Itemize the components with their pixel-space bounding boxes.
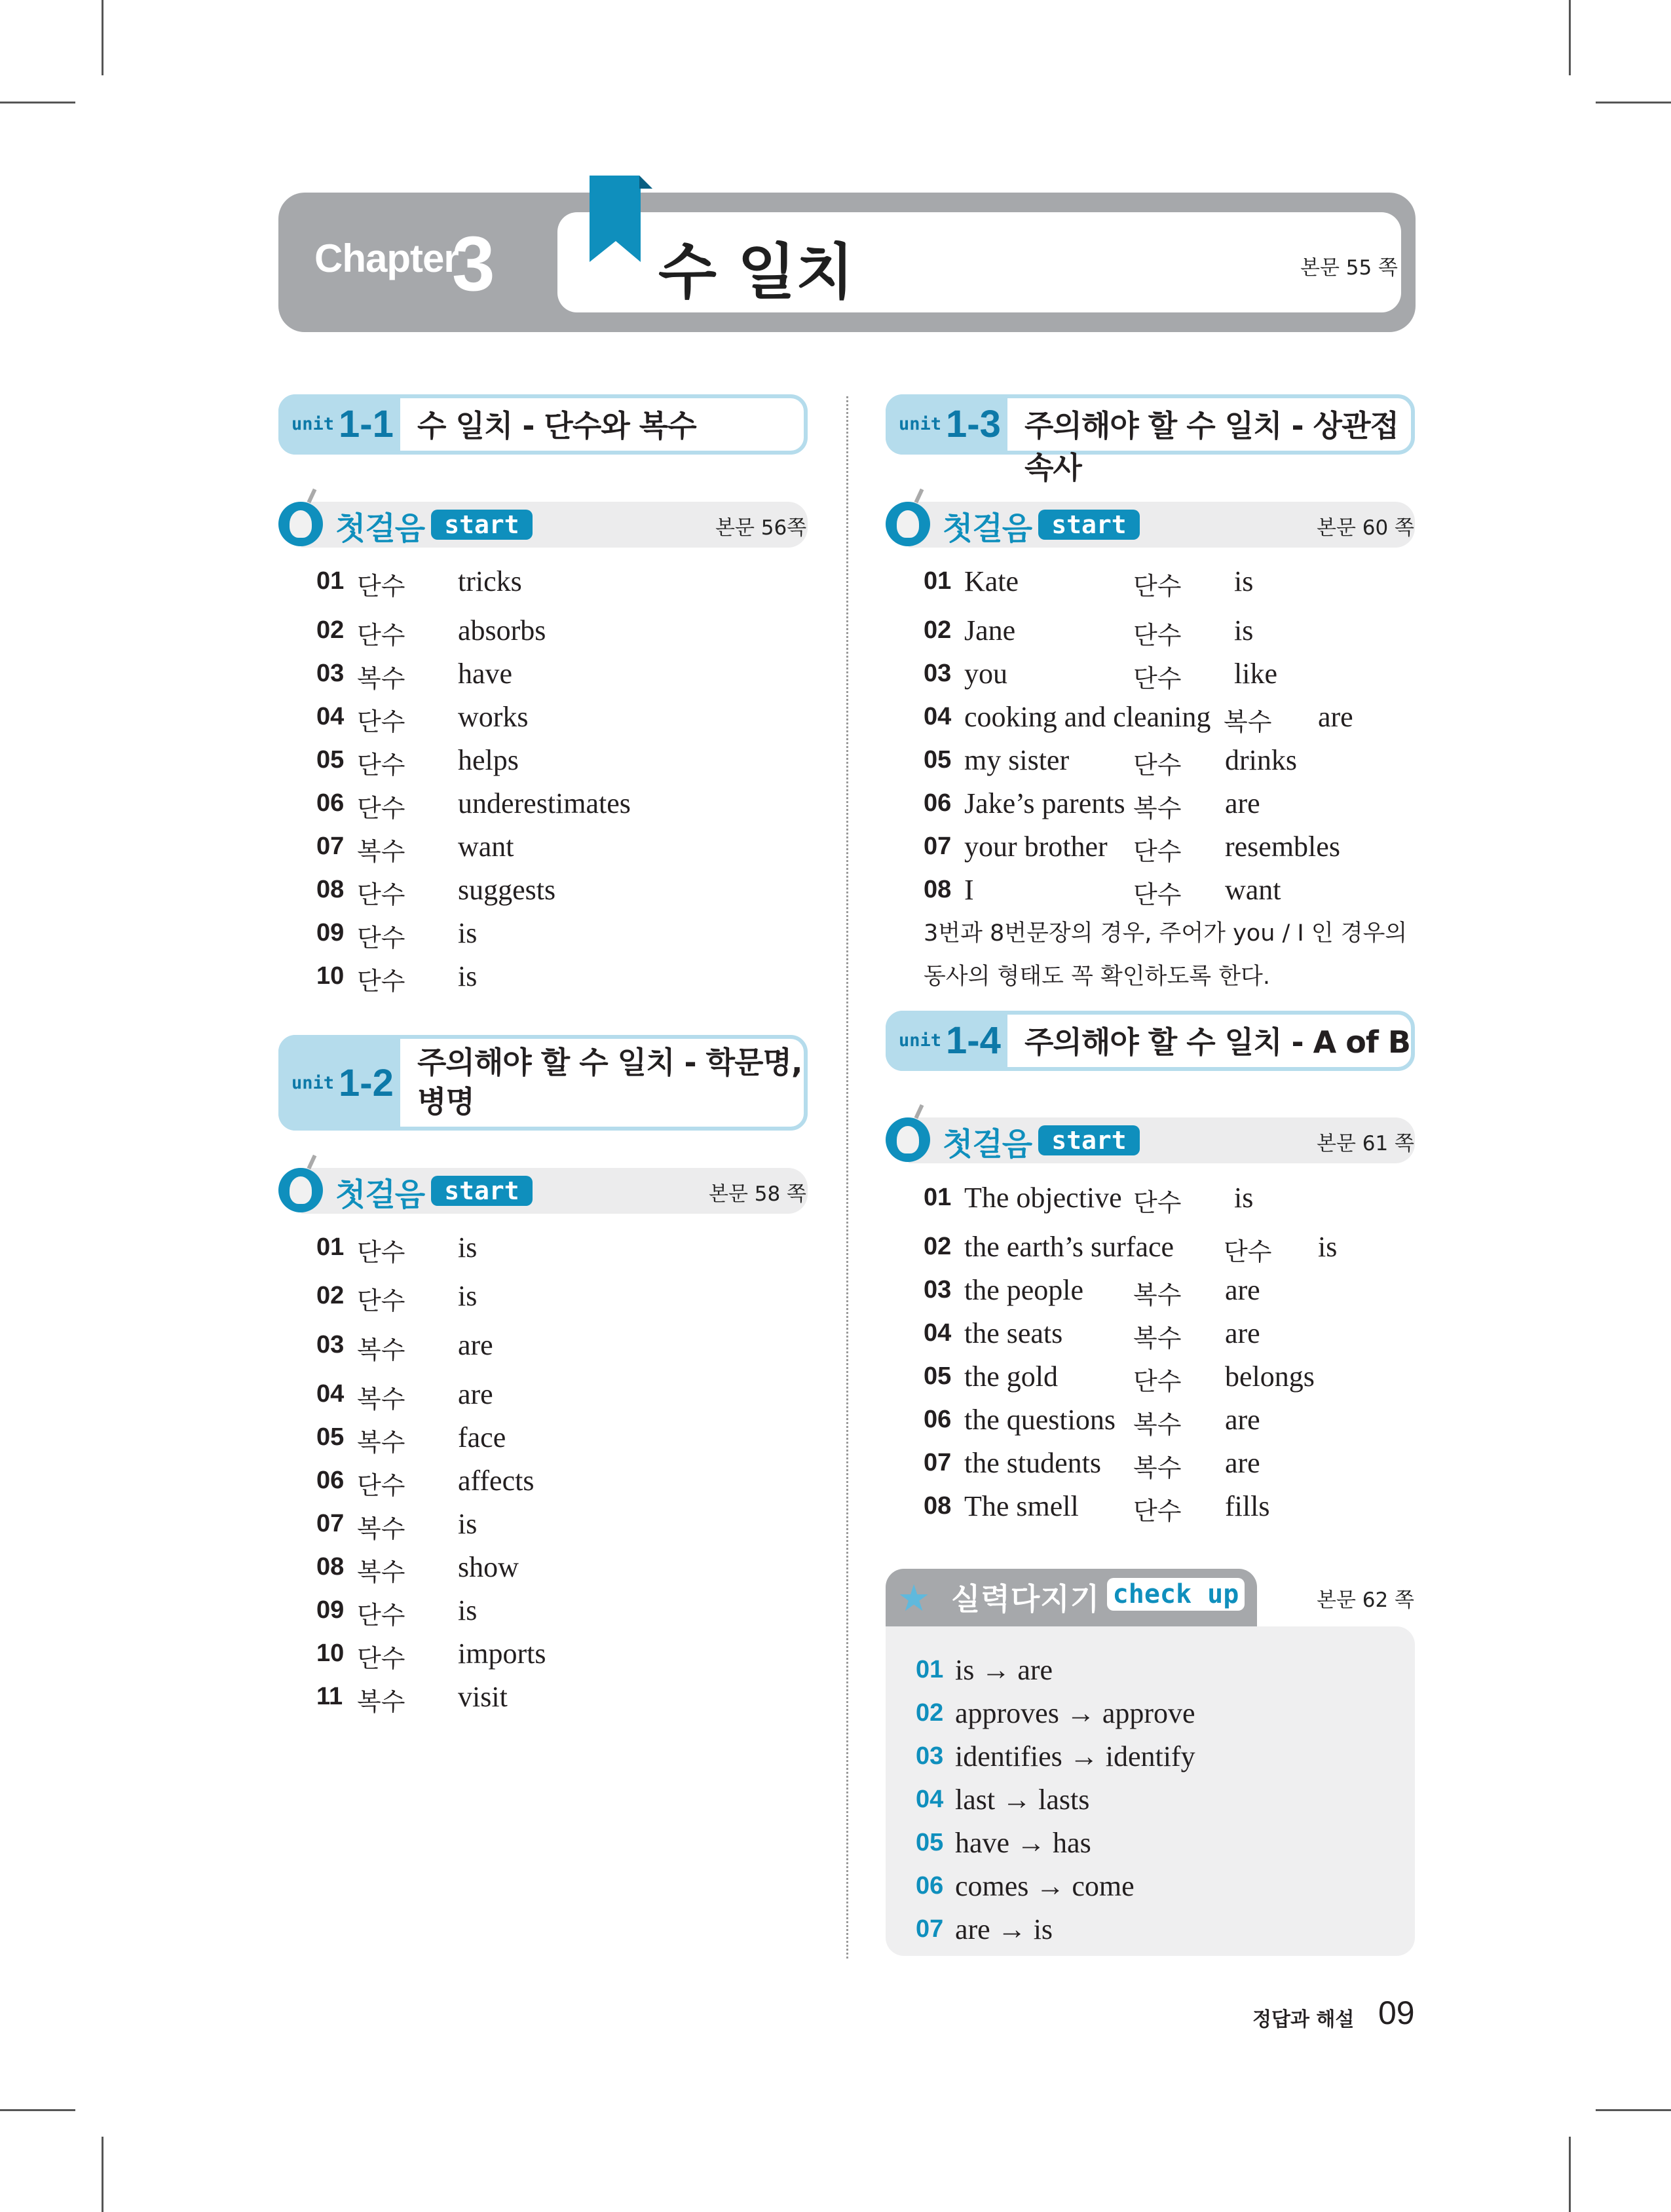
- unit-word: unit: [291, 414, 335, 434]
- start-label-ko: 첫걸음: [335, 1176, 425, 1213]
- crop-mark: [0, 102, 75, 103]
- start-badge: start: [431, 1176, 533, 1206]
- chapter-label: Chapter: [314, 236, 459, 280]
- unit-header-1-3: [886, 394, 1415, 485]
- column-divider: [846, 396, 848, 1959]
- unit-number: 1-4: [946, 1019, 1001, 1062]
- unit-title-line1: 주의해야 할 수 일치 - 학문명,: [417, 1045, 802, 1080]
- start-label-ko: 첫걸음: [943, 1126, 1032, 1163]
- unit-header-1-1: [278, 394, 808, 455]
- checkup-label-ko: 실력다지기: [951, 1581, 1100, 1617]
- checkup-page-ref: 본문 62 쪽: [1317, 1588, 1414, 1612]
- star-icon: ★: [897, 1577, 931, 1620]
- unit-title: 주의해야 할 수 일치 - A of B: [1024, 1024, 1410, 1060]
- start-badge: start: [1038, 510, 1140, 540]
- crop-mark: [102, 0, 103, 75]
- crop-mark: [0, 2109, 75, 2111]
- start-badge: start: [431, 510, 533, 540]
- unit-word: unit: [899, 1030, 942, 1051]
- start-label-ko: 첫걸음: [943, 510, 1032, 547]
- unit-number: 1-1: [339, 403, 394, 445]
- unit-word: unit: [291, 1073, 335, 1093]
- chapter-title: 수 일치: [658, 237, 854, 307]
- checkup-badge: check up: [1107, 1578, 1245, 1611]
- lightbulb-icon: [886, 1117, 930, 1162]
- lightbulb-icon: [886, 502, 930, 546]
- unit-title-line2: 병명: [417, 1084, 474, 1119]
- lightbulb-icon: [278, 502, 323, 546]
- start-badge: start: [1038, 1125, 1140, 1155]
- answer-note-line1: 3번과 8번문장의 경우, 주어가 you / I 인 경우의: [924, 920, 1408, 947]
- answer-note-line2: 동사의 형태도 꼭 확인하도록 한다.: [924, 964, 1270, 990]
- chapter-number: 3: [452, 221, 495, 307]
- start-label-ko: 첫걸음: [335, 510, 425, 547]
- crop-mark: [102, 2137, 103, 2212]
- bookmark-icon: [590, 176, 652, 267]
- unit-header-1-2: [278, 1035, 808, 1131]
- unit-header-1-4: [886, 1011, 1415, 1071]
- footer-label: 정답과 해설: [1252, 2008, 1355, 2031]
- lightbulb-icon: [278, 1168, 323, 1212]
- start-page-ref: 본문 60 쪽: [1317, 516, 1414, 540]
- start-page-ref: 본문 56쪽: [715, 516, 807, 540]
- crop-mark: [1569, 0, 1571, 75]
- unit-number: 1-2: [339, 1062, 394, 1104]
- unit-word: unit: [899, 414, 942, 434]
- unit-title: 수 일치 - 단수와 복수: [417, 408, 696, 443]
- crop-mark: [1596, 2109, 1671, 2111]
- start-page-ref: 본문 61 쪽: [1317, 1132, 1414, 1155]
- crop-mark: [1569, 2137, 1571, 2212]
- unit-number: 1-3: [946, 403, 1001, 445]
- start-page-ref: 본문 58 쪽: [709, 1182, 806, 1206]
- unit-title: 주의해야 할 수 일치 - 상관접속사: [1024, 408, 1399, 485]
- chapter-page-ref: 본문 55 쪽: [1300, 256, 1398, 280]
- page-number: 09: [1378, 1995, 1415, 2031]
- crop-mark: [1596, 102, 1671, 103]
- answer-note: [924, 912, 1421, 998]
